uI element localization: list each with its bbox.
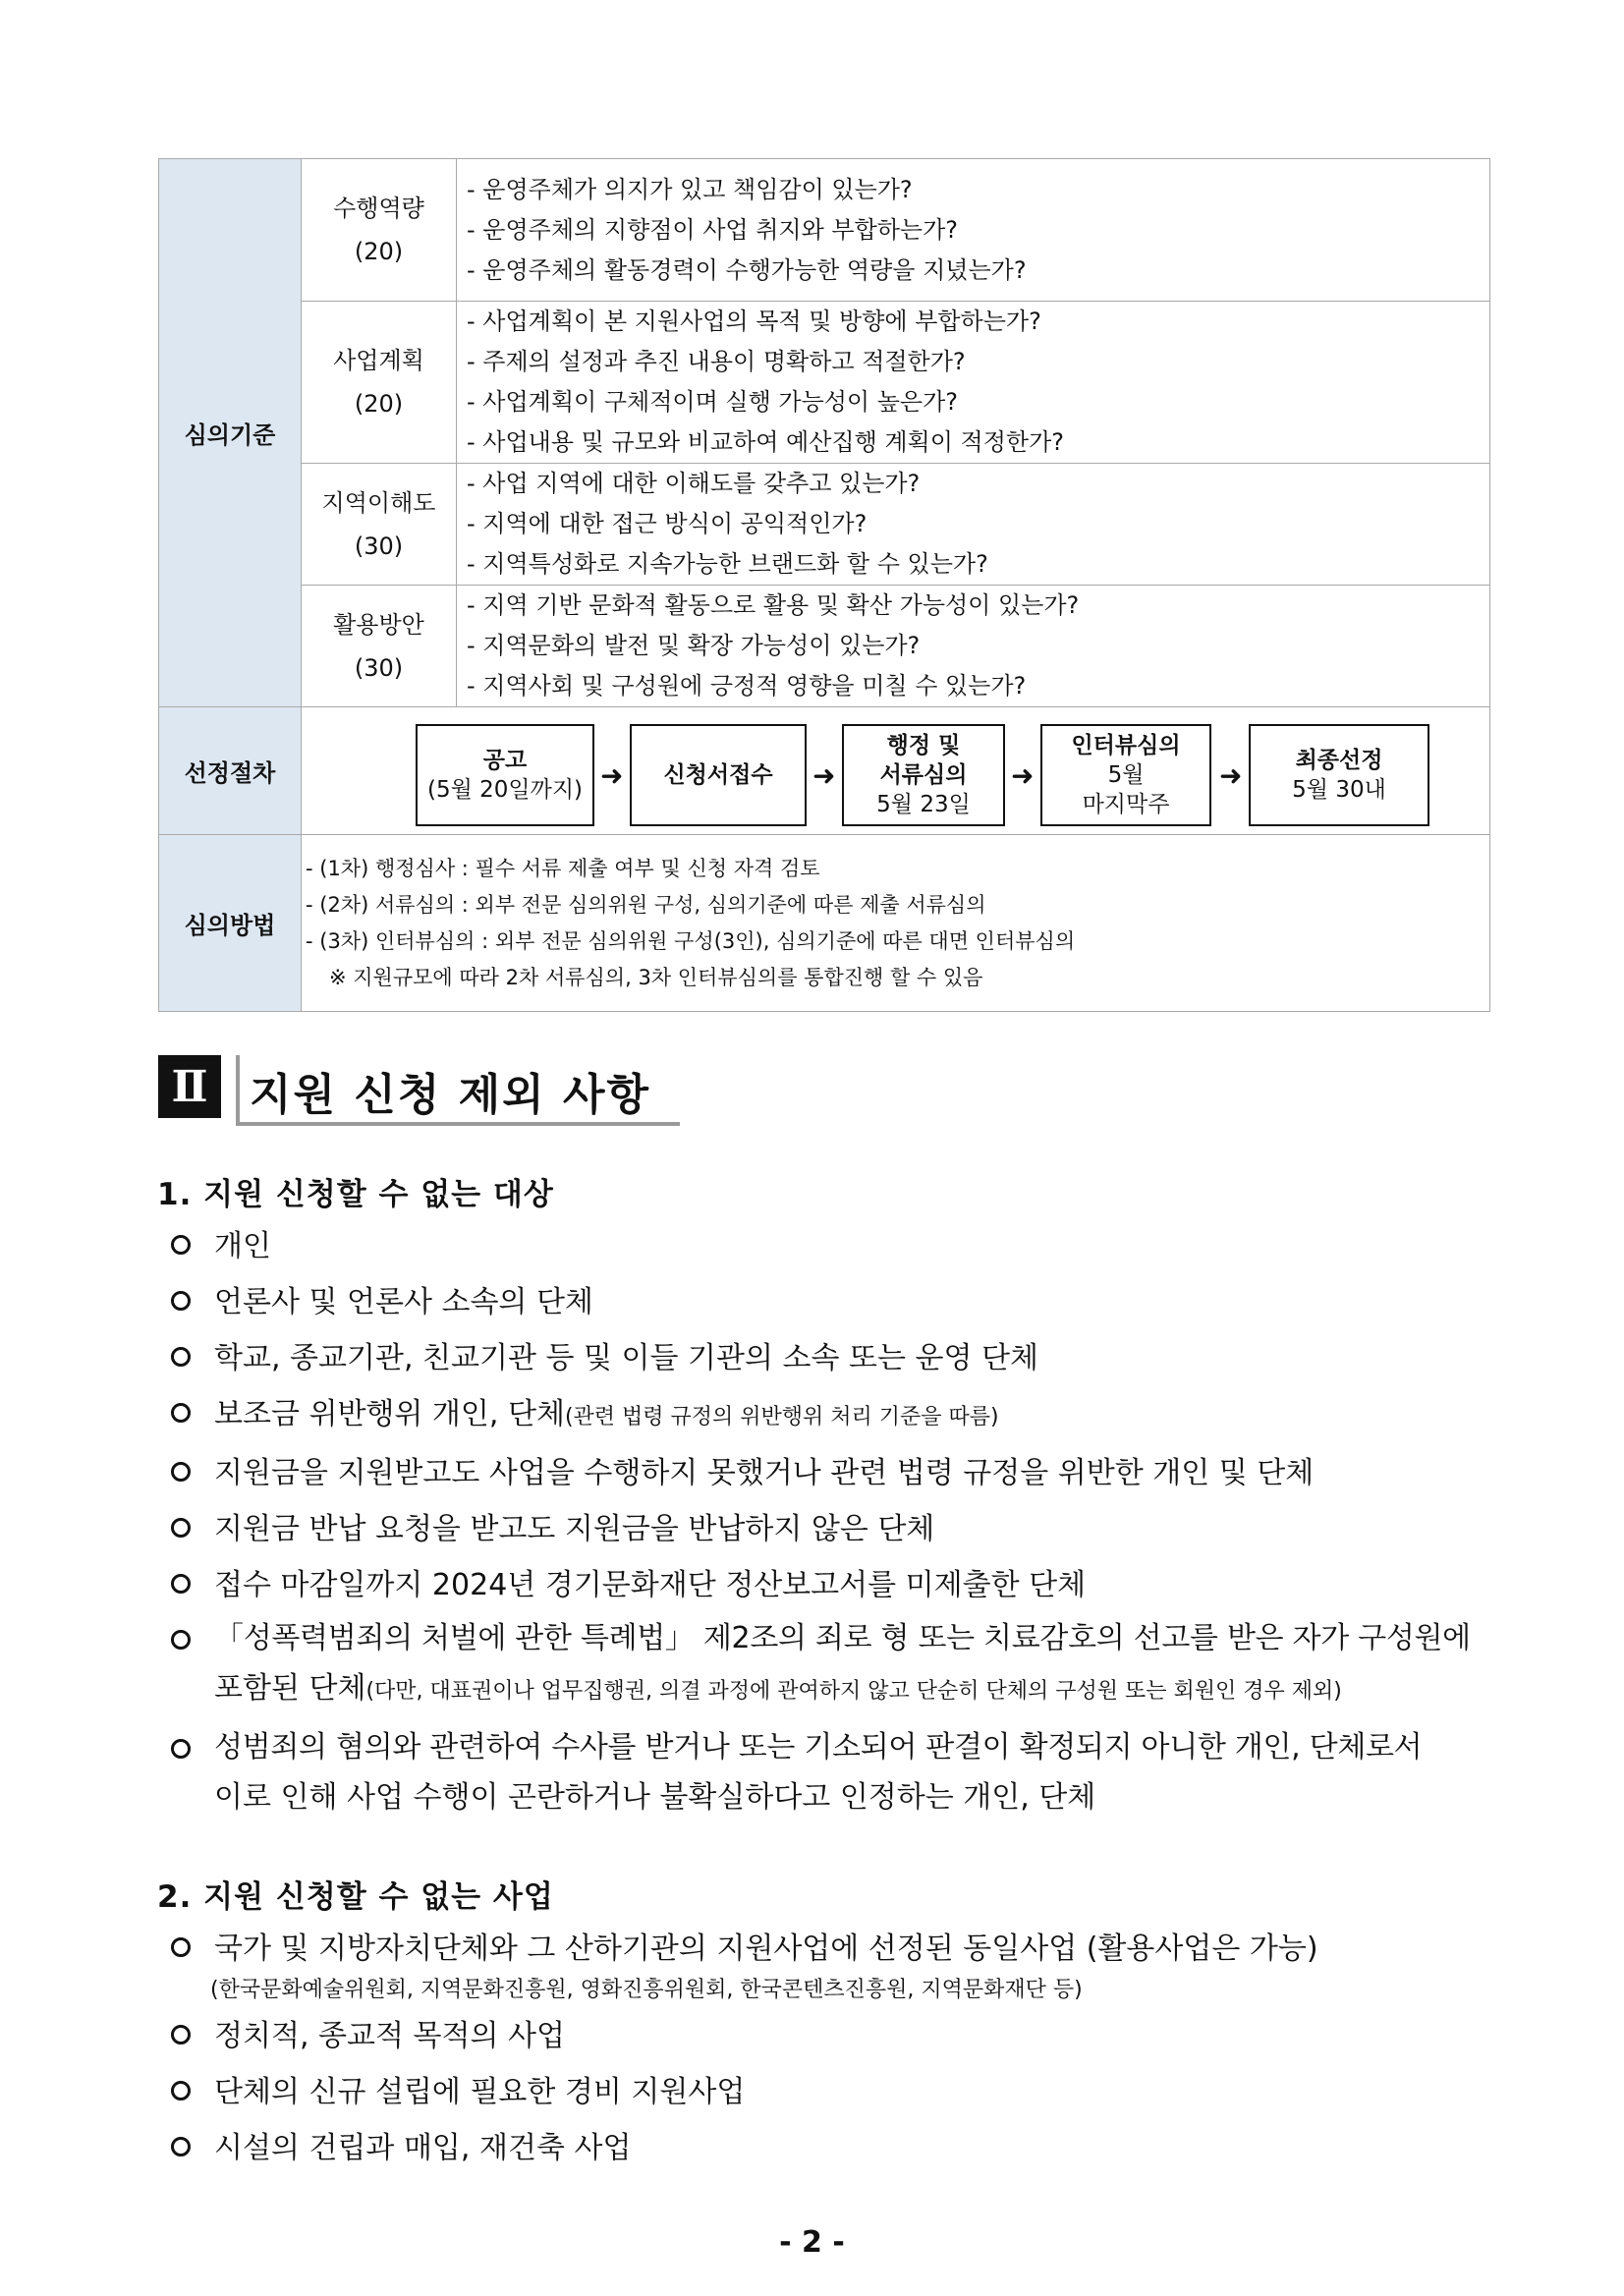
list-item bbox=[171, 2120, 1506, 2176]
criteria-group-name: 사업계획 bbox=[333, 347, 424, 374]
circle-bullet-icon bbox=[171, 2137, 191, 2156]
circle-bullet-icon bbox=[171, 1291, 191, 1311]
list-item bbox=[171, 2064, 1506, 2120]
criteria-question: - 운영주체의 활동경력이 수행가능한 역량을 지녔는가? bbox=[467, 255, 1027, 284]
flow-step-title: 공고 bbox=[482, 747, 528, 773]
criteria-questions bbox=[457, 302, 1490, 464]
section-number: Ⅱ bbox=[158, 1055, 221, 1118]
list-item-text: 성범죄의 혐의와 관련하여 수사를 받거나 또는 기소되어 판결이 확정되지 아니한 개인, 단체로서 bbox=[214, 1730, 1423, 1764]
list-item bbox=[171, 1557, 1506, 1613]
review-table bbox=[158, 158, 1490, 1012]
circle-bullet-icon bbox=[171, 1462, 191, 1482]
circle-bullet-icon bbox=[171, 1235, 191, 1255]
arrow-right-icon: ➜ bbox=[1219, 758, 1243, 792]
list-item bbox=[171, 1722, 1506, 1822]
method-line: - (2차) 서류심의 : 외부 전문 심의위원 구성, 심의기준에 따른 제출 서류심의 bbox=[306, 892, 986, 917]
circle-bullet-icon bbox=[171, 1518, 191, 1538]
criteria-question: - 사업계획이 구체적이며 실행 가능성이 높은가? bbox=[467, 388, 959, 416]
criteria-questions bbox=[457, 464, 1490, 586]
list-item-text: 단체의 신규 설립에 필요한 경비 지원사업 bbox=[214, 2075, 746, 2109]
criteria-question: - 주제의 설정과 추진 내용이 명확하고 적절한가? bbox=[467, 348, 966, 375]
arrow-right-icon: ➜ bbox=[1011, 758, 1035, 792]
flow-step-title: 신청서접수 bbox=[663, 761, 773, 788]
list-item bbox=[171, 1274, 1506, 1330]
criteria-questions bbox=[457, 586, 1490, 707]
flow-step-announcement bbox=[416, 724, 594, 826]
flow-step-title: 최종선정 bbox=[1295, 747, 1383, 773]
list-item-text: 개인 bbox=[214, 1229, 271, 1263]
section-title: 지원 신청 제외 사항 bbox=[250, 1070, 650, 1120]
criteria-group-score: (30) bbox=[354, 653, 404, 682]
circle-bullet-icon bbox=[171, 2025, 191, 2044]
criteria-question: - 운영주체의 지향점이 사업 취지와 부합하는가? bbox=[467, 215, 959, 244]
circle-bullet-icon bbox=[171, 1937, 191, 1957]
flow-step-interview bbox=[1040, 724, 1211, 826]
flow-step-detail: 5월 30내 bbox=[1292, 776, 1386, 803]
list-item-text: 지원금 반납 요청을 받고도 지원금을 반납하지 않은 단체 bbox=[214, 1512, 935, 1546]
criteria-question: - 지역문화의 발전 및 확장 가능성이 있는가? bbox=[467, 632, 921, 659]
list-item-note: (다만, 대표권이나 업무집행권, 의결 과정에 관여하지 않고 단순히 단체의 구성원 또는 회원인 경우 제외) bbox=[365, 1679, 1342, 1704]
procedure-label: 선정절차 bbox=[159, 707, 302, 835]
criteria-question: - 지역특성화로 지속가능한 브랜드화 할 수 있는가? bbox=[467, 550, 988, 578]
flow-step-application bbox=[630, 724, 807, 826]
list-item-text: 보조금 위반행위 개인, 단체 bbox=[214, 1397, 565, 1431]
list-item-text: 「성폭력범죄의 처벌에 관한 특례법」 제2조의 죄로 형 또는 치료감호의 선고를 받은 자가 구성원에 bbox=[214, 1621, 1471, 1655]
subsection-heading: 1. 지원 신청할 수 없는 대상 bbox=[157, 1177, 554, 1212]
list-item-text: 포함된 단체 bbox=[214, 1671, 366, 1706]
criteria-question: - 사업계획이 본 지원사업의 목적 및 방향에 부합하는가? bbox=[467, 308, 1041, 335]
criteria-group-name: 수행역량 bbox=[333, 195, 424, 222]
method-label: 심의방법 bbox=[159, 835, 302, 1012]
criteria-questions bbox=[457, 159, 1490, 302]
list-item-text: 학교, 종교기관, 친교기관 등 및 이들 기관의 소속 또는 운영 단체 bbox=[214, 1341, 1038, 1375]
excluded-projects-list bbox=[171, 1921, 1506, 2176]
list-item-text: 접수 마감일까지 2024년 경기문화재단 정산보고서를 미제출한 단체 bbox=[214, 1568, 1087, 1602]
circle-bullet-icon bbox=[171, 1403, 191, 1423]
list-item bbox=[171, 1501, 1506, 1557]
list-item-note: (한국문화예술위원회, 지역문화진흥원, 영화진흥위원회, 한국콘텐츠진흥원, 지역문화재단 등) bbox=[210, 1978, 1083, 2002]
criteria-group-name: 활용방안 bbox=[333, 610, 424, 639]
list-item-continuation bbox=[214, 1663, 1506, 1716]
criteria-group-score: (20) bbox=[354, 238, 404, 265]
flow-step-title: 행정 및 서류심의 bbox=[879, 732, 968, 788]
arrow-right-icon: ➜ bbox=[812, 758, 836, 792]
list-item bbox=[171, 2008, 1506, 2064]
procedure-flow bbox=[302, 708, 1489, 834]
list-item-text: 지원금을 지원받고도 사업을 수행하지 못했거나 관련 법령 규정을 위반한 개인 및 단체 bbox=[214, 1456, 1315, 1490]
flow-step-final-selection bbox=[1249, 724, 1429, 826]
list-item-text: 시설의 건립과 매입, 재건축 사업 bbox=[214, 2131, 632, 2165]
method-note: ※ 지원규모에 따라 2차 서류심의, 3차 인터뷰심의를 통합진행 할 수 있음 bbox=[329, 965, 983, 989]
flow-step-detail: 5월 마지막주 bbox=[1082, 761, 1170, 817]
flow-step-detail: (5월 20일까지) bbox=[426, 776, 584, 803]
criteria-group-name: 지역이해도 bbox=[321, 488, 436, 517]
criteria-group bbox=[302, 586, 457, 707]
list-item-text: 국가 및 지방자치단체와 그 산하기관의 지원사업에 선정된 동일사업 (활용사업은 가능) bbox=[214, 1932, 1318, 1966]
flow-step-detail: 5월 23일 bbox=[876, 791, 971, 817]
list-item bbox=[171, 1445, 1506, 1501]
method-line: - (3차) 인터뷰심의 : 외부 전문 심의위원 구성(3인), 심의기준에 따른 대면 인터뷰심의 bbox=[306, 928, 1076, 953]
criteria-question: - 지역 기반 문화적 활동으로 활용 및 확산 가능성이 있는가? bbox=[467, 591, 1080, 619]
criteria-question: - 지역에 대한 접근 방식이 공익적인가? bbox=[467, 510, 868, 537]
circle-bullet-icon bbox=[171, 1574, 191, 1594]
circle-bullet-icon bbox=[171, 1739, 191, 1759]
list-item bbox=[171, 1330, 1506, 1386]
list-item-text: 이로 인해 사업 수행이 곤란하거나 불확실하다고 인정하는 개인, 단체 bbox=[214, 1780, 1096, 1815]
page-number: - 2 - bbox=[779, 2225, 845, 2260]
list-item-text: 언론사 및 언론사 소속의 단체 bbox=[214, 1285, 593, 1319]
section-divider bbox=[236, 1055, 240, 1126]
procedure-flow-cell bbox=[302, 707, 1490, 835]
list-item bbox=[171, 1921, 1506, 1977]
method-content bbox=[302, 835, 1490, 1012]
criteria-question: - 사업 지역에 대한 이해도를 갖추고 있는가? bbox=[467, 470, 921, 497]
criteria-label: 심의기준 bbox=[159, 159, 302, 707]
criteria-group bbox=[302, 464, 457, 586]
subsection-heading: 2. 지원 신청할 수 없는 사업 bbox=[157, 1879, 554, 1915]
list-item-note: (관련 법령 규정의 위반행위 처리 기준을 따름) bbox=[564, 1405, 999, 1429]
list-item-text: 정치적, 종교적 목적의 사업 bbox=[214, 2019, 565, 2053]
arrow-right-icon: ➜ bbox=[600, 758, 624, 792]
circle-bullet-icon bbox=[171, 1630, 191, 1650]
list-item bbox=[171, 1218, 1506, 1274]
criteria-question: - 운영주체가 의지가 있고 책임감이 있는가? bbox=[467, 175, 913, 203]
criteria-question: - 지역사회 및 구성원에 긍정적 영향을 미칠 수 있는가? bbox=[467, 672, 1027, 700]
criteria-group bbox=[302, 302, 457, 464]
method-line: - (1차) 행정심사 : 필수 서류 제출 여부 및 신청 자격 검토 bbox=[306, 856, 820, 880]
criteria-group-score: (30) bbox=[354, 532, 404, 560]
flow-step-title: 인터뷰심의 bbox=[1071, 732, 1181, 758]
list-item bbox=[171, 1386, 1506, 1445]
criteria-group bbox=[302, 159, 457, 302]
circle-bullet-icon bbox=[171, 2081, 191, 2100]
list-item bbox=[171, 1613, 1506, 1716]
flow-step-document-review bbox=[842, 724, 1005, 826]
section-underline bbox=[236, 1122, 680, 1126]
criteria-group-score: (20) bbox=[354, 390, 404, 418]
criteria-question: - 사업내용 및 규모와 비교하여 예산집행 계획이 적정한가? bbox=[467, 428, 1065, 456]
excluded-targets-list bbox=[171, 1218, 1506, 1828]
circle-bullet-icon bbox=[171, 1347, 191, 1367]
